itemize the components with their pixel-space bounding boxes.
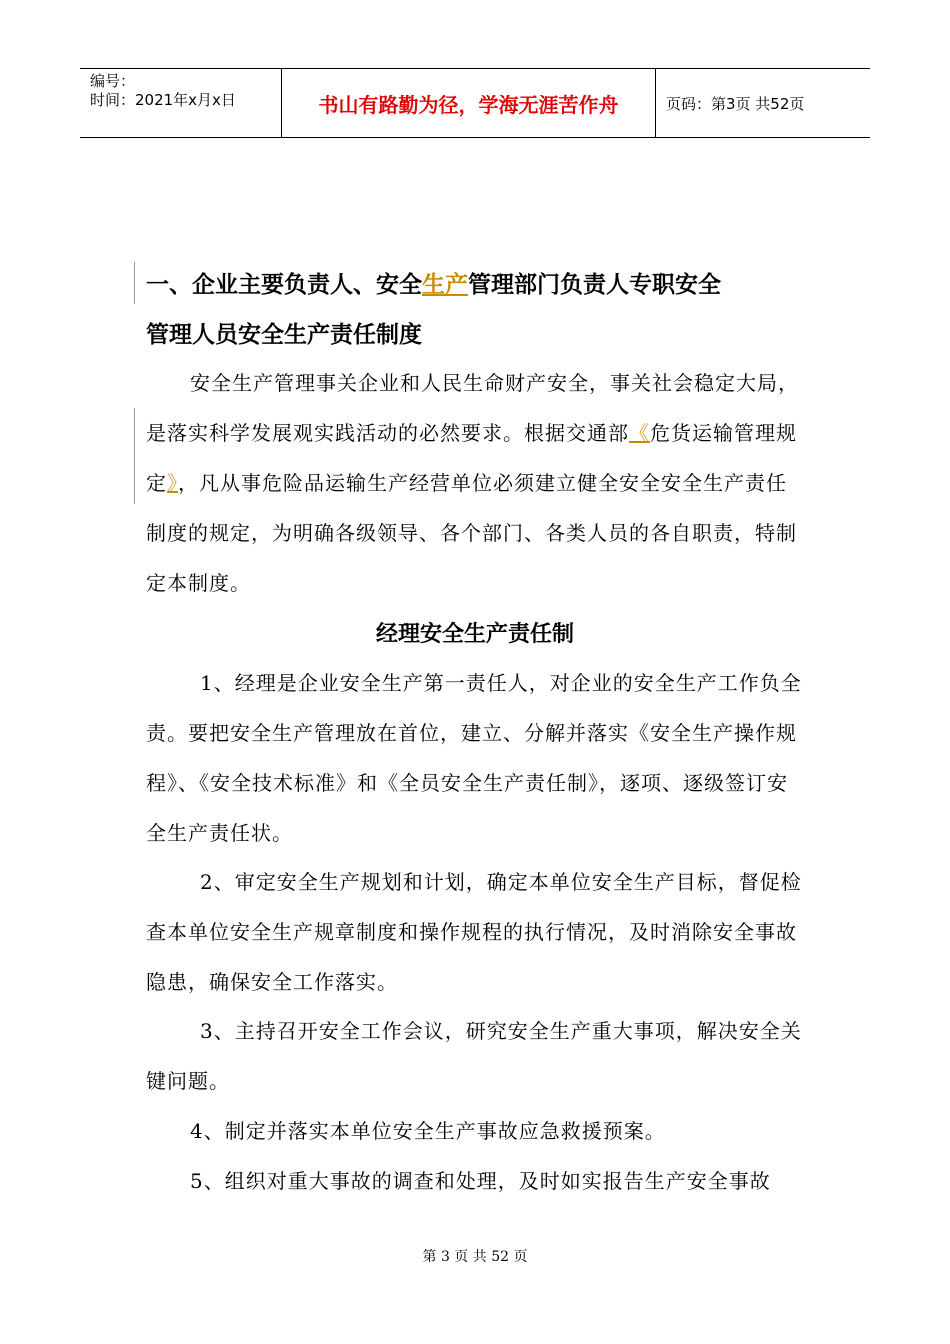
- book-title-close[interactable]: 》: [167, 471, 178, 495]
- heading-link[interactable]: 生产: [422, 272, 468, 298]
- list-item: 1、经理是企业安全生产第一责任人，对企业的安全生产工作负全责。要把安全生产管理放在首位，建立、分解并落实《安全生产操作规程》、《安全技术标准》和《全员安全生产责任制》，逐项、逐级签订安全生产责任状。: [146, 671, 802, 845]
- revision-mark: [134, 408, 135, 504]
- revision-mark: [134, 262, 135, 304]
- list-item: 4、制定并落实本单位安全生产事故应急救援预案。: [190, 1119, 666, 1143]
- section-heading-line2: 管理人员安全生产责任制度: [146, 322, 422, 348]
- intro-text: 安全生产管理事关企业和人民生命财产安全，事关社会稳定大局，是落实科学发展观实践活动的必然要求。根据交通部: [146, 371, 799, 445]
- document-time-label: 时间：2021年x月x日: [90, 91, 236, 109]
- page-header: [80, 68, 870, 138]
- document-number-label: 编号：: [90, 72, 136, 90]
- list-item: 2、审定安全生产规划和计划，确定本单位安全生产目标，督促检查本单位安全生产规章制度和操作规程的执行情况，及时消除安全事故隐患，确保安全工作落实。: [146, 870, 802, 994]
- heading-text: 一、企业主要负责人、安全: [146, 272, 422, 298]
- intro-text: 危货运输管理规定: [146, 421, 797, 495]
- list-item: 3、主持召开安全工作会议，研究安全生产重大事项，解决安全关键问题。: [146, 1019, 802, 1093]
- book-title-open[interactable]: 《: [629, 421, 650, 445]
- list-item: 5、组织对重大事故的调查和处理，及时如实报告生产安全事故: [190, 1169, 771, 1193]
- header-page-info: 页码：第3页 共52页: [666, 94, 805, 113]
- section-title: 经理安全生产责任制: [375, 622, 574, 647]
- page-footer: 第 3 页 共 52 页: [422, 1249, 528, 1265]
- heading-text: 管理部门负责人专职安全: [468, 272, 721, 298]
- intro-paragraph: [146, 358, 806, 608]
- header-meta: [80, 69, 282, 137]
- intro-text: ，凡从事危险品运输生产经营单位必须建立健全安全安全生产责任制度的规定，为明确各级领导、各个部门、各类人员的各自职责，特制定本制度。: [146, 471, 797, 595]
- section-heading: [146, 260, 826, 310]
- header-motto: 书山有路勤为径，学海无涯苦作舟: [282, 69, 656, 137]
